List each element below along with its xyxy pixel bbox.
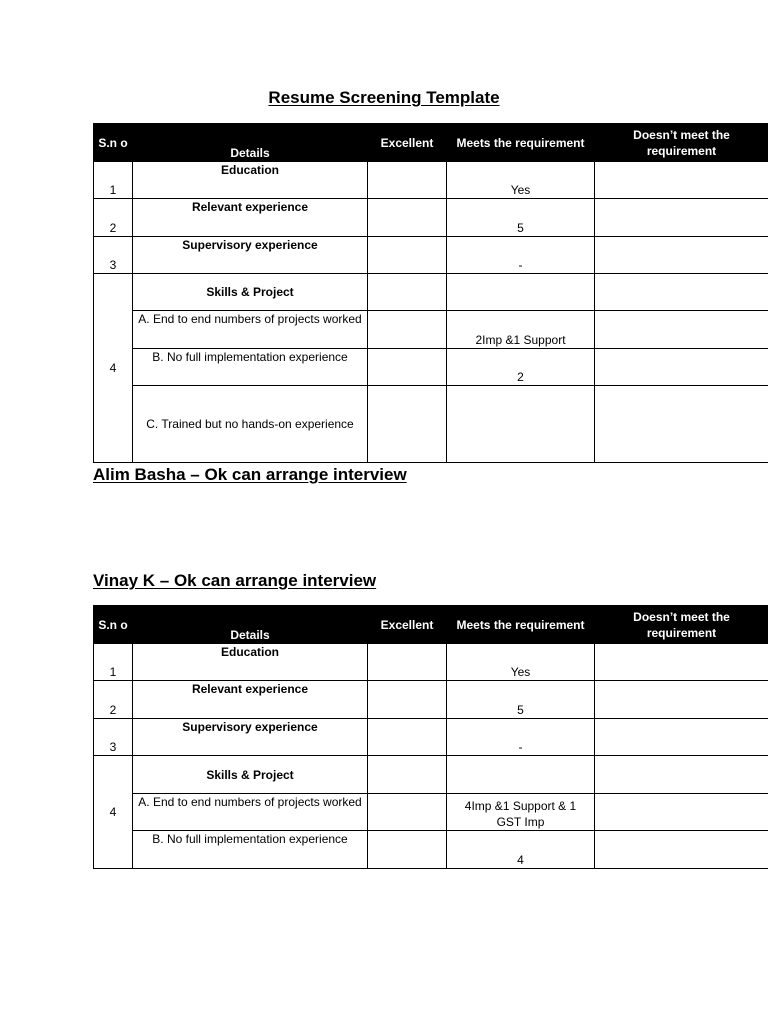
- cell-meets: [447, 274, 595, 311]
- cell-excellent: [368, 386, 447, 463]
- table-row: [94, 274, 768, 311]
- cell-excellent: [368, 794, 447, 831]
- cell-meets: -: [447, 719, 595, 756]
- cell-excellent: [368, 719, 447, 756]
- table-row: [94, 794, 768, 831]
- cell-meets: Yes: [447, 162, 595, 199]
- cell-meets: 4: [447, 831, 595, 869]
- cell-details: Skills & Project: [133, 756, 368, 794]
- cell-details: B. No full implementation experience: [133, 831, 368, 869]
- cell-details: Relevant experience: [133, 199, 368, 237]
- cell-details: B. No full implementation experience: [133, 349, 368, 386]
- table-row: [94, 199, 768, 237]
- screening-table-1: [93, 123, 768, 463]
- column-header-details: Details: [133, 606, 368, 644]
- column-header-excellent: Excellent: [368, 124, 447, 162]
- candidate-heading-1: Alim Basha – Ok can arrange interview: [93, 465, 407, 484]
- cell-sno: 3: [94, 719, 133, 756]
- cell-doesnt-meet: [595, 831, 768, 869]
- cell-doesnt-meet: [595, 162, 768, 199]
- column-header-sno: S.n o: [94, 606, 133, 644]
- table-row: [94, 719, 768, 756]
- cell-meets: 5: [447, 199, 595, 237]
- cell-details: A. End to end numbers of projects worked: [133, 794, 368, 831]
- cell-doesnt-meet: [595, 644, 768, 681]
- table-row: [94, 162, 768, 199]
- cell-excellent: [368, 349, 447, 386]
- cell-details: Supervisory experience: [133, 719, 368, 756]
- cell-excellent: [368, 681, 447, 719]
- cell-doesnt-meet: [595, 719, 768, 756]
- table-row: [94, 756, 768, 794]
- cell-excellent: [368, 756, 447, 794]
- column-header-doesnt-meet: Doesn’t meet the requirement: [595, 606, 768, 644]
- cell-doesnt-meet: [595, 311, 768, 349]
- cell-sno: 4: [94, 756, 133, 869]
- cell-meets: 5: [447, 681, 595, 719]
- cell-details: A. End to end numbers of projects worked: [133, 311, 368, 349]
- table-row: [94, 311, 768, 349]
- candidate-heading-2: Vinay K – Ok can arrange interview: [93, 571, 377, 590]
- column-header-meets: Meets the requirement: [447, 124, 595, 162]
- cell-details: C. Trained but no hands-on experience: [133, 386, 368, 463]
- cell-meets: 2Imp &1 Support: [447, 311, 595, 349]
- cell-meets: 2: [447, 349, 595, 386]
- cell-details: Skills & Project: [133, 274, 368, 311]
- cell-details: Education: [133, 162, 368, 199]
- cell-doesnt-meet: [595, 794, 768, 831]
- document-title: Resume Screening Template: [268, 88, 500, 107]
- cell-excellent: [368, 199, 447, 237]
- column-header-sno: S.n o: [94, 124, 133, 162]
- cell-details: Education: [133, 644, 368, 681]
- table-row: [94, 349, 768, 386]
- cell-meets: [447, 386, 595, 463]
- cell-meets: Yes: [447, 644, 595, 681]
- cell-doesnt-meet: [595, 386, 768, 463]
- cell-details: Relevant experience: [133, 681, 368, 719]
- cell-meets: 4Imp &1 Support & 1 GST Imp: [447, 794, 595, 831]
- cell-meets: -: [447, 237, 595, 274]
- table-row: [94, 681, 768, 719]
- cell-doesnt-meet: [595, 681, 768, 719]
- table-row: [94, 237, 768, 274]
- column-header-doesnt-meet: Doesn’t meet the requirement: [595, 124, 768, 162]
- cell-doesnt-meet: [595, 756, 768, 794]
- cell-meets: [447, 756, 595, 794]
- cell-sno: 4: [94, 274, 133, 463]
- cell-excellent: [368, 311, 447, 349]
- cell-sno: 1: [94, 162, 133, 199]
- cell-sno: 2: [94, 199, 133, 237]
- table-header-row: [94, 606, 768, 644]
- table-row: [94, 386, 768, 463]
- cell-sno: 3: [94, 237, 133, 274]
- cell-doesnt-meet: [595, 274, 768, 311]
- screening-table-2: [93, 605, 768, 869]
- cell-excellent: [368, 831, 447, 869]
- cell-excellent: [368, 644, 447, 681]
- cell-sno: 2: [94, 681, 133, 719]
- cell-sno: 1: [94, 644, 133, 681]
- cell-doesnt-meet: [595, 237, 768, 274]
- column-header-excellent: Excellent: [368, 606, 447, 644]
- cell-doesnt-meet: [595, 199, 768, 237]
- column-header-details: Details: [133, 124, 368, 162]
- table-row: [94, 644, 768, 681]
- table-row: [94, 831, 768, 869]
- cell-excellent: [368, 162, 447, 199]
- cell-excellent: [368, 274, 447, 311]
- column-header-meets: Meets the requirement: [447, 606, 595, 644]
- cell-excellent: [368, 237, 447, 274]
- cell-doesnt-meet: [595, 349, 768, 386]
- cell-details: Supervisory experience: [133, 237, 368, 274]
- table-header-row: [94, 124, 768, 162]
